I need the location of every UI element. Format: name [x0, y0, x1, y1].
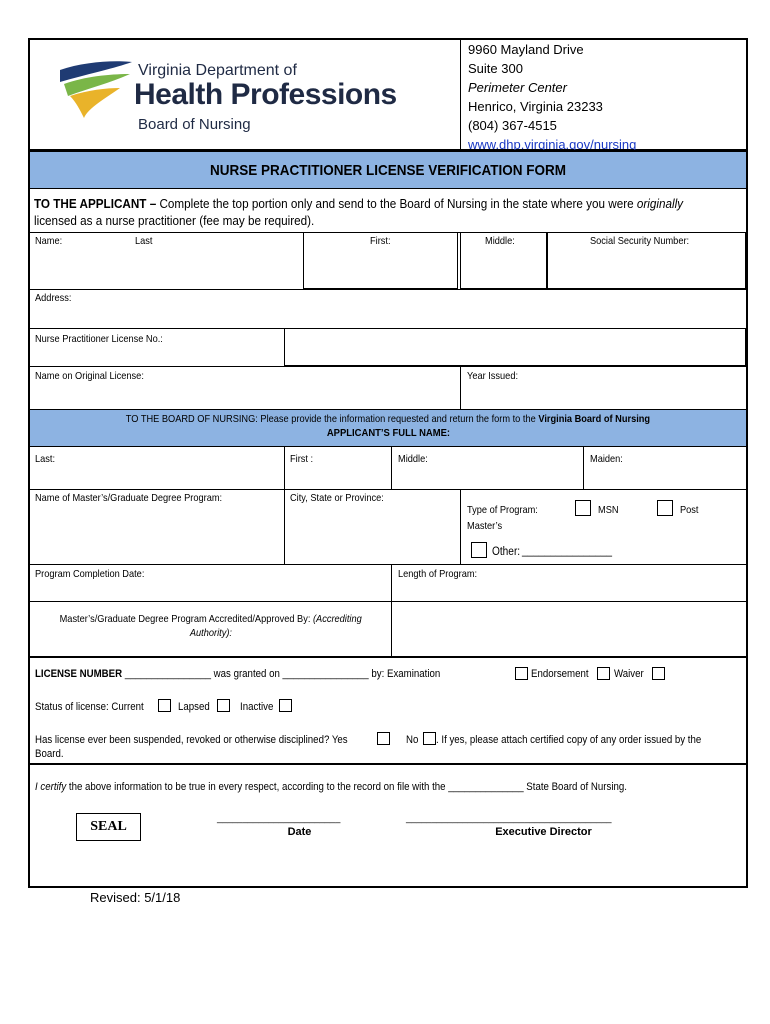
accredited-text: Master’s/Graduate Degree Program Accredited/Approved By:	[59, 613, 313, 625]
examination-checkbox[interactable]	[515, 667, 528, 680]
org-line-1: Virginia Department of	[138, 62, 297, 79]
board-instruction-text: TO THE BOARD OF NURSING: Please provide the information requested and return the form to the	[125, 413, 539, 425]
certify-statement	[35, 781, 627, 793]
status-label: Status of license: Current	[35, 701, 144, 713]
rule	[583, 447, 584, 489]
rule	[391, 601, 392, 656]
discipline-no-label: No	[406, 734, 419, 746]
applicant-intro-bold: TO THE APPLICANT –	[34, 196, 157, 211]
other-blank[interactable]: ________________	[522, 545, 613, 557]
discipline-question: Has license ever been suspended, revoked or otherwise disciplined? Yes	[35, 734, 348, 746]
lapsed-label: Lapsed	[178, 701, 210, 713]
certify-italic: I certify	[35, 781, 67, 793]
discipline-yes-checkbox[interactable]	[377, 732, 390, 745]
address-center: Perimeter Center	[468, 80, 567, 95]
rule	[30, 763, 746, 765]
discipline-note: . If yes, please attach certified copy of any order issued by the	[436, 734, 702, 746]
rule	[460, 366, 461, 409]
ssn-label: Social Security Number:	[590, 235, 690, 247]
by-examination-label: by: Examination	[371, 668, 441, 680]
dhp-logo	[58, 56, 438, 136]
waiver-checkbox[interactable]	[652, 667, 665, 680]
rule	[30, 366, 746, 367]
rule	[391, 564, 392, 601]
board-last-label: Last:	[35, 453, 56, 465]
endorsement-checkbox[interactable]	[597, 667, 610, 680]
address-suite: Suite 300	[468, 61, 523, 76]
accredited-label	[30, 612, 391, 640]
discipline-no-checkbox[interactable]	[423, 732, 436, 745]
length-label: Length of Program:	[398, 568, 478, 580]
program-name-label: Name of Master’s/Graduate Degree Program:	[35, 492, 223, 504]
board-middle-label: Middle:	[398, 453, 428, 465]
last-label: Last	[135, 235, 153, 247]
rule	[30, 656, 746, 658]
rule	[30, 564, 746, 565]
license-number-line	[35, 668, 440, 680]
header-divider	[460, 40, 461, 149]
date-signature-line[interactable]: ________________________	[217, 812, 341, 824]
msn-checkbox[interactable]	[575, 500, 591, 516]
middle-label: Middle:	[485, 235, 515, 247]
board-instruction-bold: Virginia Board of Nursing	[538, 413, 651, 425]
city-state-label: City, State or Province:	[290, 492, 384, 504]
rule	[391, 447, 392, 489]
address-phone: (804) 367-4515	[468, 118, 557, 133]
first-label: First:	[370, 235, 391, 247]
post-label: Post	[680, 504, 699, 516]
seal-label: SEAL	[90, 819, 127, 834]
board-instruction	[30, 412, 746, 440]
website-link[interactable]: www.dhp.virginia.gov/nursing	[468, 137, 637, 152]
license-no-label: Nurse Practitioner License No.:	[35, 333, 163, 345]
org-line-2: Health Professions	[134, 78, 397, 111]
other-label: Other:	[492, 546, 521, 558]
director-signature-line[interactable]: ________________________________________	[406, 812, 612, 824]
ssn-input[interactable]	[547, 232, 746, 289]
type-of-program-label: Type of Program:	[467, 504, 538, 516]
rule	[284, 447, 285, 489]
contact-block	[468, 40, 636, 154]
msn-label: MSN	[598, 504, 619, 516]
address-label: Address:	[35, 292, 72, 304]
middle-name-input[interactable]	[460, 232, 547, 289]
applicant-intro-text: Complete the top portion only and send to the Board of Nursing in the state where you were	[156, 196, 637, 211]
lapsed-checkbox[interactable]	[217, 699, 230, 712]
rule	[284, 489, 285, 564]
current-checkbox[interactable]	[158, 699, 171, 712]
post-masters-checkbox[interactable]	[657, 500, 673, 516]
other-checkbox[interactable]	[471, 542, 487, 558]
completion-date-label: Program Completion Date:	[35, 568, 145, 580]
inactive-checkbox[interactable]	[279, 699, 292, 712]
license-number-label: LICENSE NUMBER	[35, 668, 123, 680]
rule	[460, 489, 461, 564]
org-line-3: Board of Nursing	[138, 116, 251, 133]
logo-swoosh-icon	[58, 60, 134, 122]
endorsement-label: Endorsement	[531, 668, 589, 680]
certify-text-end: State Board of Nursing.	[523, 781, 627, 793]
address-city: Henrico, Virginia 23233	[468, 99, 603, 114]
year-issued-label: Year Issued:	[467, 370, 519, 382]
granted-blank[interactable]: ________________	[282, 668, 369, 680]
name-label: Name:	[35, 235, 63, 247]
applicant-intro	[34, 195, 682, 229]
license-number-blank[interactable]: ________________	[124, 668, 211, 680]
director-label: Executive Director	[495, 826, 592, 838]
applicant-intro-italic: originally	[636, 196, 684, 211]
board-first-label: First :	[290, 453, 314, 465]
certify-text: the above information to be true in every respect, according to the record on file with the	[66, 781, 449, 793]
form-title: NURSE PRACTITIONER LICENSE VERIFICATION FORM	[209, 162, 567, 179]
rule	[30, 289, 746, 290]
certify-state-blank[interactable]: ______________	[448, 781, 524, 793]
waiver-label: Waiver	[614, 668, 644, 680]
inactive-label: Inactive	[240, 701, 274, 713]
applicant-intro-line2: licensed as a nurse practitioner (fee may be required).	[34, 213, 315, 228]
accredited-italic-2: Authority):	[189, 627, 232, 639]
first-name-input[interactable]	[303, 232, 458, 289]
revised-date: Revised: 5/1/18	[90, 890, 181, 905]
masters-label: Master’s	[467, 520, 503, 532]
original-name-label: Name on Original License:	[35, 370, 144, 382]
board-maiden-label: Maiden:	[590, 453, 623, 465]
license-no-input[interactable]	[284, 328, 746, 366]
granted-label: was granted on	[213, 668, 280, 680]
address-street: 9960 Mayland Drive	[468, 42, 584, 57]
accredited-italic: (Accrediting	[312, 613, 362, 625]
date-label: Date	[287, 826, 312, 838]
applicant-full-name-heading: APPLICANT’S FULL NAME:	[326, 427, 450, 439]
rule	[30, 489, 746, 490]
rule	[30, 601, 746, 602]
discipline-note-2: Board.	[35, 748, 64, 760]
